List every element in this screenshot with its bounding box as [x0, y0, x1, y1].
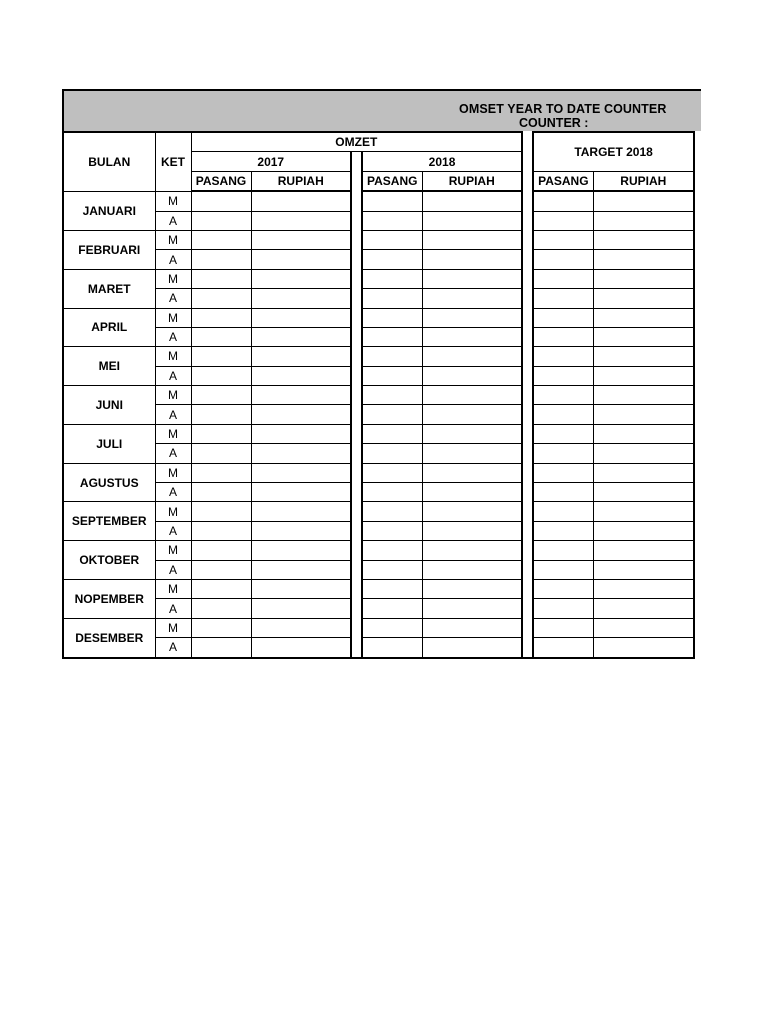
table-row	[63, 366, 694, 385]
table-row	[63, 463, 694, 482]
column-gap	[351, 230, 362, 249]
rupiah-2018-cell[interactable]	[422, 386, 522, 405]
header-banner	[62, 89, 701, 131]
pasang-2018-cell[interactable]	[362, 638, 422, 658]
rupiah-2018-cell[interactable]	[422, 405, 522, 424]
pasang-target-cell[interactable]	[533, 250, 593, 269]
rupiah-2017-cell[interactable]	[251, 483, 351, 502]
pasang-2017-cell[interactable]	[191, 405, 251, 424]
rupiah-2018-cell[interactable]	[422, 599, 522, 618]
table-row	[63, 191, 694, 211]
column-gap	[522, 502, 533, 521]
report-title: OMSET YEAR TO DATE COUNTER	[459, 102, 667, 116]
pasang-2017-cell[interactable]	[191, 638, 251, 658]
rupiah-2018-cell[interactable]	[422, 327, 522, 346]
omzet-table	[62, 131, 695, 659]
column-gap	[522, 347, 533, 366]
ket-code: A	[155, 521, 191, 540]
pasang-2018-cell[interactable]	[362, 560, 422, 579]
rupiah-2017-cell[interactable]	[251, 560, 351, 579]
pasang-2018-cell[interactable]	[362, 521, 422, 540]
month-label: OKTOBER	[63, 541, 155, 580]
column-gap	[351, 424, 362, 443]
rupiah-2018-cell[interactable]	[422, 541, 522, 560]
rupiah-2018-cell[interactable]	[422, 308, 522, 327]
ket-code: M	[155, 308, 191, 327]
table-row	[63, 250, 694, 269]
column-gap	[522, 366, 533, 385]
column-gap	[351, 638, 362, 658]
pasang-2017-cell[interactable]	[191, 424, 251, 443]
rupiah-2017-cell[interactable]	[251, 386, 351, 405]
pasang-2018-cell[interactable]	[362, 347, 422, 366]
col-header-rupiah: RUPIAH	[593, 171, 694, 191]
col-header-pasang: PASANG	[362, 171, 422, 191]
ket-code: M	[155, 463, 191, 482]
month-label: FEBRUARI	[63, 230, 155, 269]
rupiah-2017-cell[interactable]	[251, 521, 351, 540]
ket-code: M	[155, 579, 191, 598]
rupiah-target-cell[interactable]	[593, 541, 694, 560]
rupiah-2017-cell[interactable]	[251, 579, 351, 598]
month-rows	[63, 191, 694, 657]
month-label: SEPTEMBER	[63, 502, 155, 541]
table-row	[63, 638, 694, 658]
rupiah-target-cell[interactable]	[593, 560, 694, 579]
col-header-rupiah: RUPIAH	[422, 171, 522, 191]
pasang-2017-cell[interactable]	[191, 191, 251, 211]
pasang-target-cell[interactable]	[533, 191, 593, 211]
month-label: JANUARI	[63, 191, 155, 230]
pasang-target-cell[interactable]	[533, 483, 593, 502]
column-gap	[351, 211, 362, 230]
table-row	[63, 579, 694, 598]
pasang-2017-cell[interactable]	[191, 366, 251, 385]
column-gap	[351, 502, 362, 521]
ket-code: M	[155, 347, 191, 366]
column-gap	[522, 230, 533, 249]
ket-code: M	[155, 502, 191, 521]
pasang-target-cell[interactable]	[533, 269, 593, 288]
month-label: DESEMBER	[63, 618, 155, 657]
rupiah-2018-cell[interactable]	[422, 463, 522, 482]
rupiah-2017-cell[interactable]	[251, 269, 351, 288]
ket-code: M	[155, 618, 191, 637]
pasang-2018-cell[interactable]	[362, 483, 422, 502]
rupiah-target-cell[interactable]	[593, 405, 694, 424]
pasang-target-cell[interactable]	[533, 463, 593, 482]
pasang-2018-cell[interactable]	[362, 405, 422, 424]
ket-code: M	[155, 386, 191, 405]
rupiah-2018-cell[interactable]	[422, 211, 522, 230]
pasang-2018-cell[interactable]	[362, 230, 422, 249]
ket-code: A	[155, 444, 191, 463]
rupiah-2018-cell[interactable]	[422, 191, 522, 211]
rupiah-2018-cell[interactable]	[422, 250, 522, 269]
column-gap	[351, 521, 362, 540]
pasang-2017-cell[interactable]	[191, 521, 251, 540]
column-gap	[522, 132, 533, 152]
column-gap	[351, 308, 362, 327]
pasang-2018-cell[interactable]	[362, 579, 422, 598]
pasang-2018-cell[interactable]	[362, 327, 422, 346]
month-label: MEI	[63, 347, 155, 386]
col-header-omzet: OMZET	[191, 132, 522, 152]
table-row	[63, 599, 694, 618]
pasang-target-cell[interactable]	[533, 502, 593, 521]
col-header-year-2018: 2018	[362, 152, 522, 171]
pasang-target-cell[interactable]	[533, 638, 593, 658]
pasang-target-cell[interactable]	[533, 560, 593, 579]
pasang-target-cell[interactable]	[533, 289, 593, 308]
column-gap	[351, 269, 362, 288]
rupiah-target-cell[interactable]	[593, 289, 694, 308]
rupiah-2017-cell[interactable]	[251, 463, 351, 482]
column-gap	[522, 618, 533, 637]
pasang-2018-cell[interactable]	[362, 289, 422, 308]
column-gap	[351, 463, 362, 482]
col-header-pasang: PASANG	[191, 171, 251, 191]
pasang-2018-cell[interactable]	[362, 463, 422, 482]
column-gap	[522, 269, 533, 288]
table-row	[63, 618, 694, 637]
column-gap	[522, 560, 533, 579]
rupiah-target-cell[interactable]	[593, 327, 694, 346]
rupiah-2018-cell[interactable]	[422, 618, 522, 637]
pasang-target-cell[interactable]	[533, 366, 593, 385]
col-header-pasang: PASANG	[533, 171, 593, 191]
pasang-2018-cell[interactable]	[362, 599, 422, 618]
ket-code: A	[155, 289, 191, 308]
pasang-target-cell[interactable]	[533, 579, 593, 598]
column-gap	[351, 171, 362, 191]
col-header-year-2017: 2017	[191, 152, 351, 171]
column-gap	[522, 152, 533, 171]
rupiah-target-cell[interactable]	[593, 599, 694, 618]
column-gap	[522, 638, 533, 658]
pasang-2017-cell[interactable]	[191, 579, 251, 598]
ket-code: A	[155, 211, 191, 230]
pasang-2017-cell[interactable]	[191, 599, 251, 618]
rupiah-2017-cell[interactable]	[251, 599, 351, 618]
rupiah-target-cell[interactable]	[593, 424, 694, 443]
rupiah-2017-cell[interactable]	[251, 541, 351, 560]
table-row	[63, 502, 694, 521]
column-gap	[522, 211, 533, 230]
column-gap	[522, 424, 533, 443]
pasang-2018-cell[interactable]	[362, 269, 422, 288]
table-row	[63, 289, 694, 308]
month-label: NOPEMBER	[63, 579, 155, 618]
table-row	[63, 386, 694, 405]
rupiah-target-cell[interactable]	[593, 483, 694, 502]
rupiah-2017-cell[interactable]	[251, 308, 351, 327]
column-gap	[351, 152, 362, 171]
col-header-target: TARGET 2018	[533, 132, 694, 171]
rupiah-2017-cell[interactable]	[251, 250, 351, 269]
column-gap	[351, 327, 362, 346]
rupiah-2018-cell[interactable]	[422, 444, 522, 463]
pasang-2017-cell[interactable]	[191, 250, 251, 269]
pasang-2018-cell[interactable]	[362, 211, 422, 230]
rupiah-target-cell[interactable]	[593, 191, 694, 211]
col-header-rupiah: RUPIAH	[251, 171, 351, 191]
column-gap	[522, 327, 533, 346]
rupiah-2018-cell[interactable]	[422, 347, 522, 366]
rupiah-target-cell[interactable]	[593, 618, 694, 637]
pasang-target-cell[interactable]	[533, 541, 593, 560]
rupiah-2018-cell[interactable]	[422, 424, 522, 443]
column-gap	[351, 386, 362, 405]
ket-code: M	[155, 424, 191, 443]
rupiah-target-cell[interactable]	[593, 386, 694, 405]
ket-code: M	[155, 191, 191, 211]
pasang-2017-cell[interactable]	[191, 463, 251, 482]
pasang-2017-cell[interactable]	[191, 269, 251, 288]
month-label: JUNI	[63, 386, 155, 425]
table-row	[63, 347, 694, 366]
pasang-2018-cell[interactable]	[362, 541, 422, 560]
ket-code: A	[155, 327, 191, 346]
rupiah-target-cell[interactable]	[593, 638, 694, 658]
rupiah-2018-cell[interactable]	[422, 560, 522, 579]
pasang-target-cell[interactable]	[533, 347, 593, 366]
pasang-2017-cell[interactable]	[191, 327, 251, 346]
table-row	[63, 211, 694, 230]
column-gap	[522, 599, 533, 618]
column-gap	[351, 250, 362, 269]
rupiah-2018-cell[interactable]	[422, 521, 522, 540]
column-gap	[522, 444, 533, 463]
rupiah-2017-cell[interactable]	[251, 289, 351, 308]
table-row	[63, 560, 694, 579]
column-gap	[351, 289, 362, 308]
column-gap	[351, 541, 362, 560]
table-row	[63, 521, 694, 540]
rupiah-2018-cell[interactable]	[422, 289, 522, 308]
pasang-2017-cell[interactable]	[191, 560, 251, 579]
rupiah-2017-cell[interactable]	[251, 211, 351, 230]
column-gap	[522, 250, 533, 269]
pasang-2018-cell[interactable]	[362, 308, 422, 327]
pasang-2018-cell[interactable]	[362, 191, 422, 211]
rupiah-target-cell[interactable]	[593, 269, 694, 288]
rupiah-target-cell[interactable]	[593, 211, 694, 230]
pasang-2017-cell[interactable]	[191, 308, 251, 327]
ket-code: M	[155, 230, 191, 249]
rupiah-2018-cell[interactable]	[422, 638, 522, 658]
pasang-2018-cell[interactable]	[362, 386, 422, 405]
rupiah-2017-cell[interactable]	[251, 405, 351, 424]
pasang-2018-cell[interactable]	[362, 366, 422, 385]
column-gap	[522, 405, 533, 424]
pasang-2017-cell[interactable]	[191, 502, 251, 521]
pasang-2017-cell[interactable]	[191, 618, 251, 637]
ket-code: A	[155, 638, 191, 658]
pasang-target-cell[interactable]	[533, 230, 593, 249]
column-gap	[351, 191, 362, 211]
rupiah-2018-cell[interactable]	[422, 230, 522, 249]
column-gap	[522, 308, 533, 327]
column-gap	[522, 191, 533, 211]
table-row	[63, 483, 694, 502]
column-gap	[351, 560, 362, 579]
column-gap	[522, 386, 533, 405]
rupiah-2017-cell[interactable]	[251, 347, 351, 366]
rupiah-2018-cell[interactable]	[422, 269, 522, 288]
pasang-2017-cell[interactable]	[191, 483, 251, 502]
pasang-target-cell[interactable]	[533, 308, 593, 327]
table-row	[63, 424, 694, 443]
pasang-target-cell[interactable]	[533, 424, 593, 443]
ket-code: A	[155, 405, 191, 424]
column-gap	[351, 444, 362, 463]
ket-code: M	[155, 269, 191, 288]
pasang-2018-cell[interactable]	[362, 502, 422, 521]
ket-code: A	[155, 483, 191, 502]
rupiah-target-cell[interactable]	[593, 521, 694, 540]
pasang-2017-cell[interactable]	[191, 444, 251, 463]
table-row	[63, 405, 694, 424]
pasang-2018-cell[interactable]	[362, 424, 422, 443]
month-label: APRIL	[63, 308, 155, 347]
ket-code: M	[155, 541, 191, 560]
pasang-2017-cell[interactable]	[191, 386, 251, 405]
rupiah-2017-cell[interactable]	[251, 618, 351, 637]
pasang-2017-cell[interactable]	[191, 347, 251, 366]
ket-code: A	[155, 366, 191, 385]
rupiah-2018-cell[interactable]	[422, 502, 522, 521]
header-row-1	[63, 132, 694, 152]
table-row	[63, 541, 694, 560]
rupiah-target-cell[interactable]	[593, 366, 694, 385]
pasang-target-cell[interactable]	[533, 405, 593, 424]
pasang-2017-cell[interactable]	[191, 541, 251, 560]
table-row	[63, 327, 694, 346]
pasang-2018-cell[interactable]	[362, 618, 422, 637]
table-row	[63, 308, 694, 327]
rupiah-target-cell[interactable]	[593, 444, 694, 463]
rupiah-2017-cell[interactable]	[251, 327, 351, 346]
ket-code: A	[155, 599, 191, 618]
rupiah-2017-cell[interactable]	[251, 444, 351, 463]
column-gap	[522, 289, 533, 308]
table-row	[63, 444, 694, 463]
rupiah-2017-cell[interactable]	[251, 638, 351, 658]
rupiah-target-cell[interactable]	[593, 579, 694, 598]
pasang-2017-cell[interactable]	[191, 230, 251, 249]
column-gap	[522, 171, 533, 191]
col-header-ket: KET	[155, 132, 191, 191]
rupiah-2018-cell[interactable]	[422, 483, 522, 502]
counter-label: COUNTER :	[519, 116, 589, 130]
pasang-target-cell[interactable]	[533, 521, 593, 540]
table-row	[63, 230, 694, 249]
column-gap	[351, 347, 362, 366]
column-gap	[522, 463, 533, 482]
column-gap	[351, 366, 362, 385]
ket-code: A	[155, 560, 191, 579]
column-gap	[522, 579, 533, 598]
pasang-2017-cell[interactable]	[191, 289, 251, 308]
rupiah-2017-cell[interactable]	[251, 191, 351, 211]
pasang-target-cell[interactable]	[533, 211, 593, 230]
rupiah-2018-cell[interactable]	[422, 366, 522, 385]
rupiah-target-cell[interactable]	[593, 347, 694, 366]
rupiah-2017-cell[interactable]	[251, 366, 351, 385]
column-gap	[522, 483, 533, 502]
rupiah-2017-cell[interactable]	[251, 502, 351, 521]
month-label: AGUSTUS	[63, 463, 155, 502]
column-gap	[351, 483, 362, 502]
pasang-target-cell[interactable]	[533, 444, 593, 463]
rupiah-2017-cell[interactable]	[251, 424, 351, 443]
month-label: MARET	[63, 269, 155, 308]
column-gap	[351, 599, 362, 618]
column-gap	[351, 405, 362, 424]
pasang-target-cell[interactable]	[533, 599, 593, 618]
rupiah-target-cell[interactable]	[593, 250, 694, 269]
pasang-2018-cell[interactable]	[362, 444, 422, 463]
pasang-2017-cell[interactable]	[191, 211, 251, 230]
col-header-bulan: BULAN	[63, 132, 155, 191]
pasang-2018-cell[interactable]	[362, 250, 422, 269]
rupiah-target-cell[interactable]	[593, 230, 694, 249]
pasang-target-cell[interactable]	[533, 327, 593, 346]
pasang-target-cell[interactable]	[533, 618, 593, 637]
rupiah-2018-cell[interactable]	[422, 579, 522, 598]
column-gap	[351, 579, 362, 598]
month-label: JULI	[63, 424, 155, 463]
ket-code: A	[155, 250, 191, 269]
rupiah-target-cell[interactable]	[593, 308, 694, 327]
rupiah-target-cell[interactable]	[593, 502, 694, 521]
pasang-target-cell[interactable]	[533, 386, 593, 405]
table-row	[63, 269, 694, 288]
column-gap	[351, 618, 362, 637]
rupiah-target-cell[interactable]	[593, 463, 694, 482]
rupiah-2017-cell[interactable]	[251, 230, 351, 249]
column-gap	[522, 521, 533, 540]
column-gap	[522, 541, 533, 560]
